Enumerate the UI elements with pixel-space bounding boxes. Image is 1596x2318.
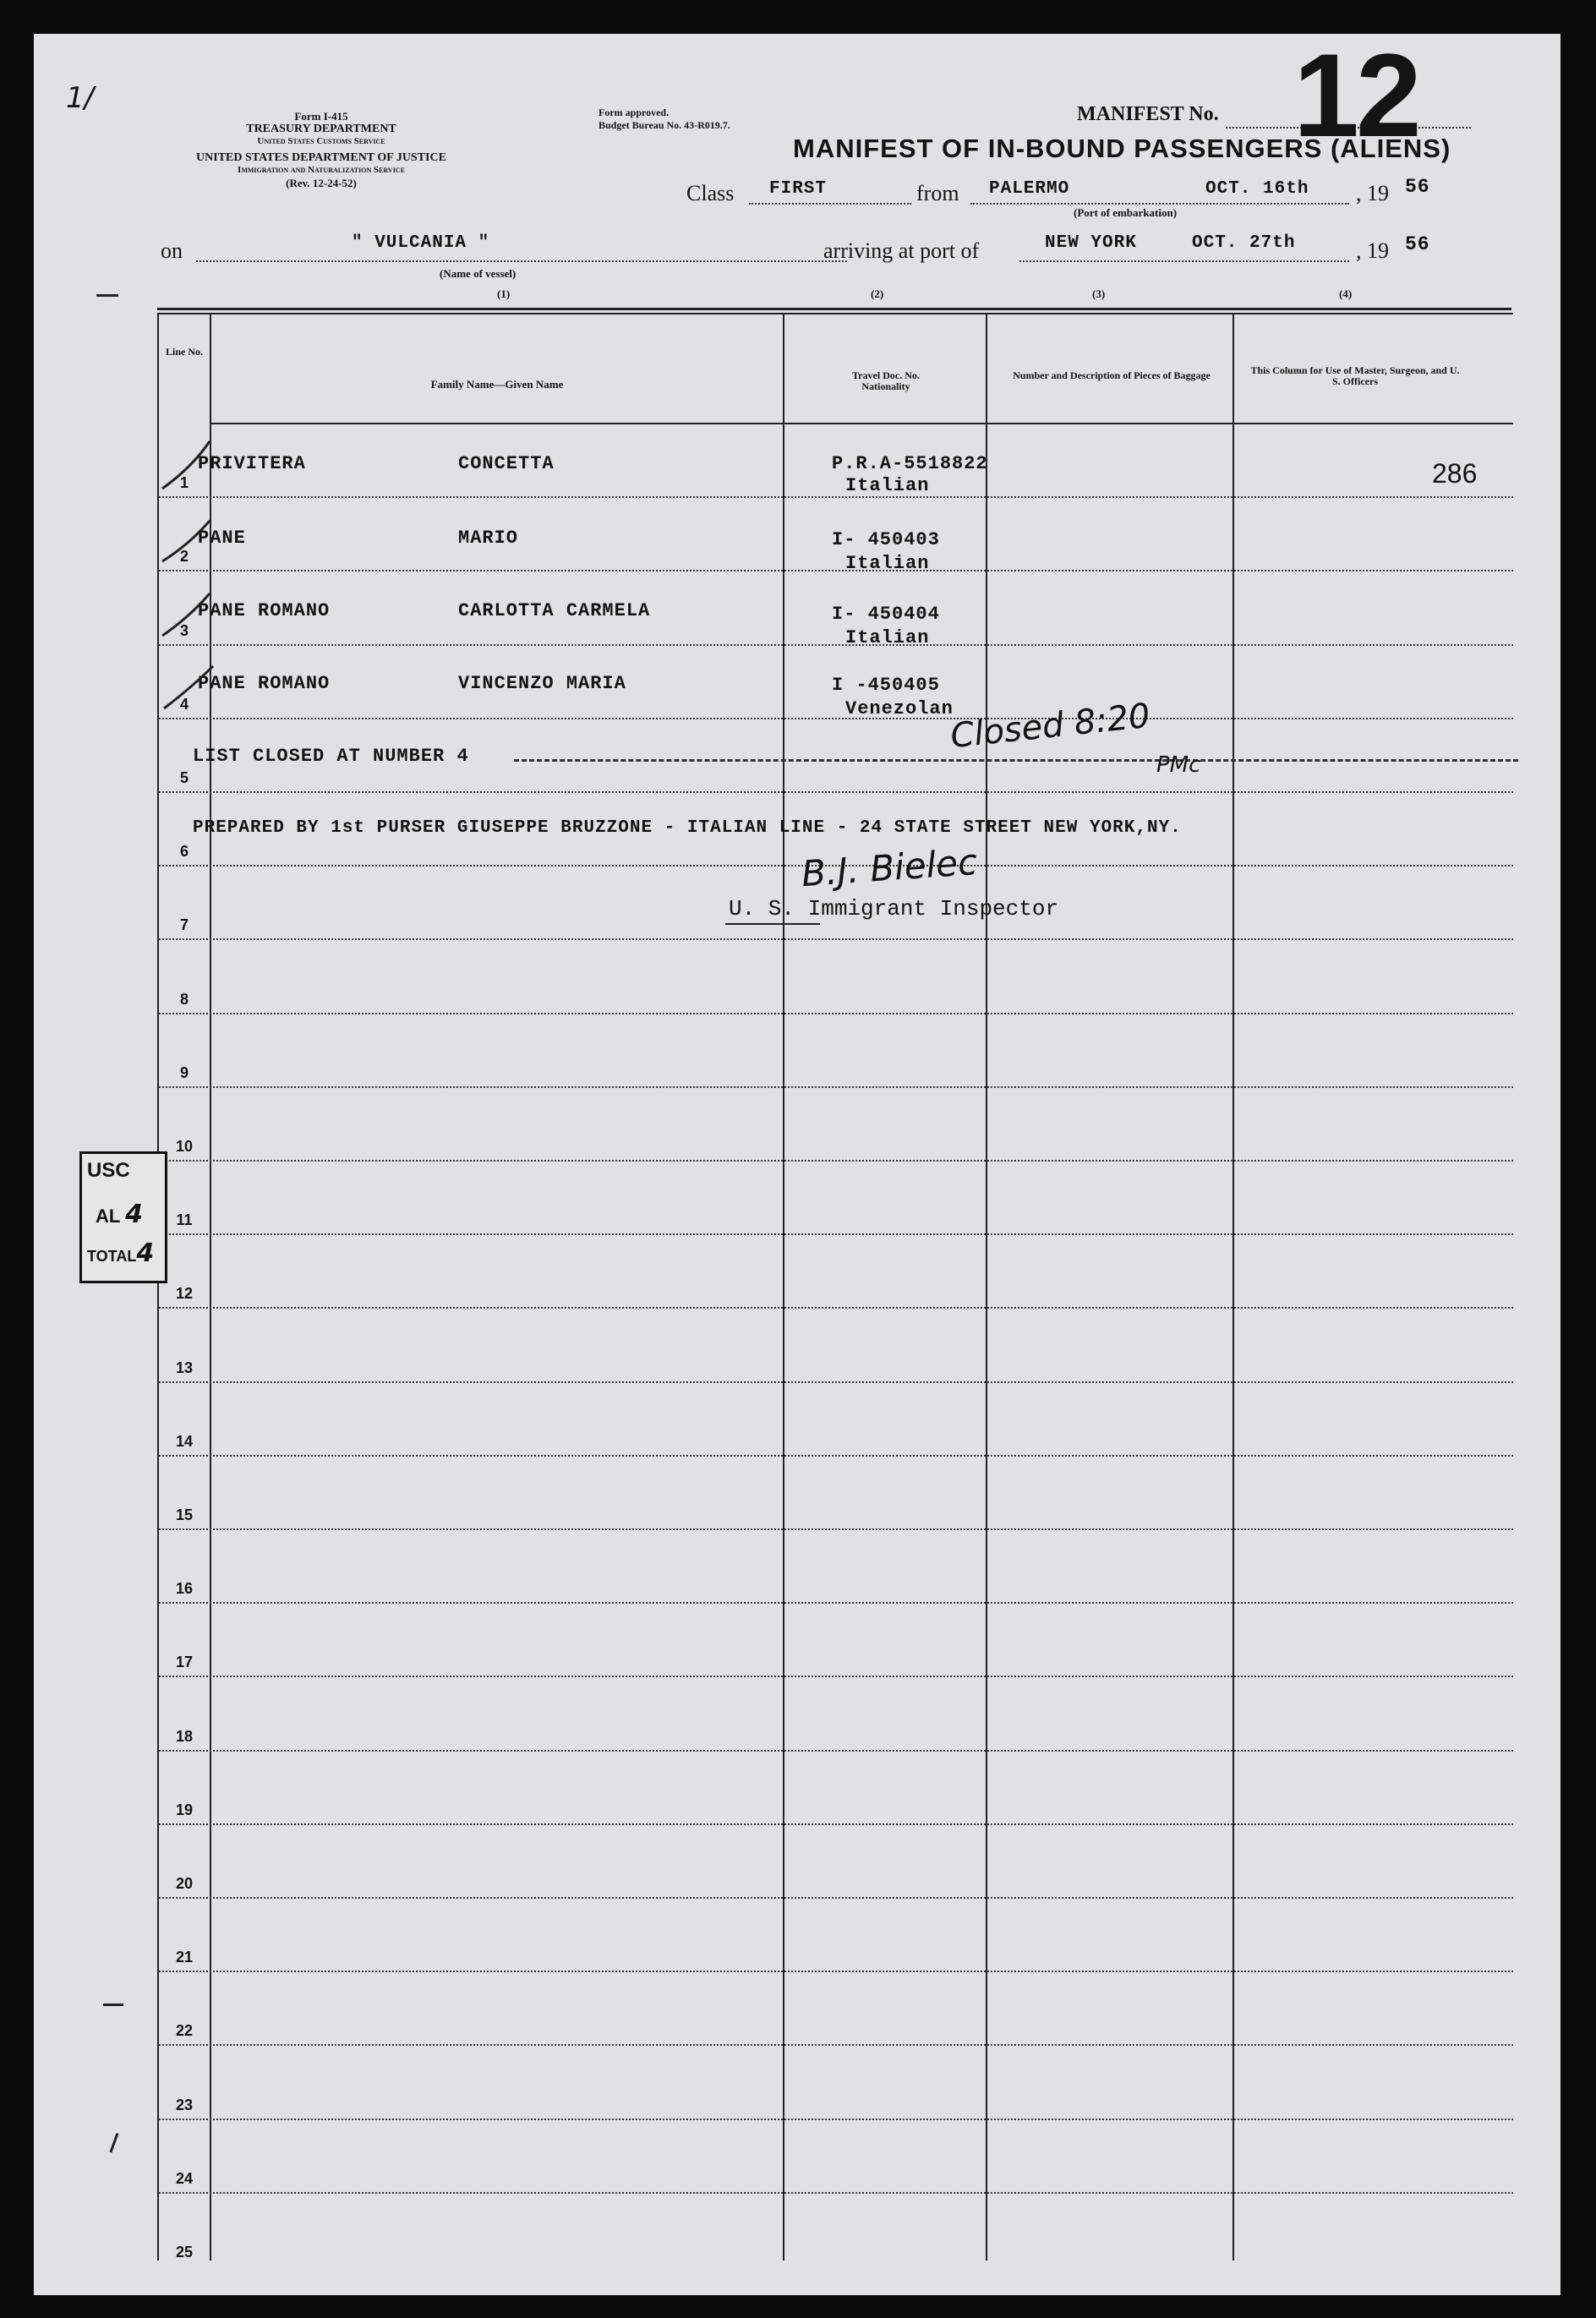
treasury-dept: TREASURY DEPARTMENT (246, 123, 396, 135)
line-number: 6 (179, 843, 189, 861)
row-line (159, 496, 1513, 498)
inspector-signature: B.J. Bielec (800, 840, 979, 895)
passenger-4-doc: I -450405 (832, 675, 940, 696)
passenger-3-given: CARLOTTA CARMELA (458, 600, 651, 621)
vessel-label: (Name of vessel) (440, 267, 517, 280)
line-number: 8 (179, 990, 189, 1008)
form-approved: Form approved. (598, 107, 670, 118)
row-line (159, 1307, 1513, 1309)
line-number: 9 (179, 1063, 189, 1081)
passenger-2-nationality: Italian (845, 553, 930, 574)
passenger-3-nationality: Italian (845, 627, 930, 648)
class-label: Class (686, 181, 735, 205)
col-travel-doc: Travel Doc. No. Nationality (852, 369, 920, 392)
col-num-4: (4) (1339, 287, 1353, 300)
header-rule (157, 308, 1511, 310)
passenger-4-family: PANE ROMANO (198, 673, 331, 694)
passenger-4-given: VINCENZO MARIA (458, 673, 626, 694)
class-value: FIRST (769, 179, 828, 199)
initials-handwritten: PMc (1156, 752, 1201, 778)
departure-year: 56 (1405, 176, 1430, 198)
line-number: 15 (175, 1506, 194, 1523)
line-number: 14 (175, 1432, 194, 1450)
stamp-al-value: 4 (125, 1200, 143, 1229)
line-number: 23 (175, 2096, 194, 2113)
col-line-no: Line No. (165, 346, 203, 358)
line-number: 5 (179, 769, 189, 786)
line-number: 20 (175, 1875, 194, 1892)
passenger-2-given: MARIO (458, 528, 519, 549)
col-divider (783, 314, 784, 2261)
form-approval (598, 107, 730, 132)
line-number: 24 (175, 2169, 194, 2187)
departure-year-prefix: , 19 (1356, 181, 1389, 205)
arrival-year-prefix: , 19 (1356, 238, 1389, 263)
passenger-2-doc: I- 450403 (832, 529, 940, 550)
col-divider (1233, 314, 1234, 2261)
prepared-by-note: PREPARED BY 1st PURSER GIUSEPPE BRUZZONE - ITALIAN LINE - 24 STATE STREET NEW YORK,NY. (193, 818, 1182, 838)
line-number: 22 (175, 2022, 194, 2040)
line-number: 12 (175, 1285, 194, 1303)
port-label: (Port of embarkation) (1074, 206, 1178, 219)
col-family-name: Family Name—Given Name (430, 378, 564, 391)
form-number: Form I-415 (294, 110, 348, 123)
col-num-2: (2) (871, 287, 884, 300)
row-line (159, 1086, 1513, 1088)
customs-service: United States Customs Service (257, 136, 385, 146)
stamp-al-label: AL (96, 1205, 120, 1227)
margin-dash (108, 2132, 119, 2152)
arriving-label: arriving at port of (823, 238, 980, 263)
header-divider (210, 423, 1513, 424)
row-line (159, 2044, 1513, 2046)
stamp-total-label: TOTAL (87, 1248, 137, 1265)
line-tick-marks (159, 433, 260, 720)
row-line (159, 1013, 1513, 1014)
budget-bureau: Budget Bureau No. 43-R019.7. (598, 119, 730, 131)
row-line (159, 2192, 1513, 2194)
on-label: on (161, 238, 183, 263)
stamp-total-value: 4 (136, 1238, 155, 1268)
col-num-3: (3) (1092, 287, 1106, 300)
passenger-1-doc: P.R.A-5518822 (832, 453, 988, 474)
line-number: 3 (179, 621, 189, 639)
passenger-3-family: PANE ROMANO (198, 600, 331, 621)
col-divider (986, 314, 987, 2261)
margin-dash (96, 294, 118, 297)
line-number: 25 (175, 2244, 194, 2261)
passenger-2-family: PANE (198, 528, 246, 549)
row-line (159, 570, 1513, 571)
usc-stamp (79, 1151, 167, 1283)
justice-dept: UNITED STATES DEPARTMENT OF JUSTICE (196, 151, 446, 164)
arrival-port: NEW YORK (1045, 233, 1137, 253)
passenger-4-nationality: Venezolan (845, 698, 954, 719)
passenger-3-doc: I- 450404 (832, 604, 940, 625)
line-number: 19 (175, 1801, 194, 1818)
from-label: from (916, 181, 959, 205)
line-number: 13 (175, 1359, 194, 1376)
row-line (159, 1823, 1513, 1825)
row-line (159, 938, 1513, 940)
line-number: 21 (175, 1949, 194, 1966)
line-number: 7 (179, 916, 189, 934)
row-line (159, 1897, 1513, 1899)
inspector-underline (725, 923, 820, 925)
stamp-usc: USC (87, 1159, 130, 1182)
form-revision: (Rev. 12-24-52) (286, 177, 357, 189)
line-number: 10 (175, 1138, 194, 1155)
row-line (159, 1676, 1513, 1677)
passenger-1-officer-number: 286 (1432, 458, 1478, 489)
from-value: PALERMO (989, 179, 1070, 199)
line-number: 11 (176, 1211, 193, 1229)
closed-handwritten: Closed 8:20 (948, 696, 1152, 757)
row-line (159, 1233, 1513, 1235)
ins-service: Immigration and Naturalization Service (238, 165, 405, 175)
manifest-no-label: MANIFEST No. (1077, 103, 1219, 125)
row-line (159, 1381, 1513, 1383)
line-number: 2 (179, 548, 189, 566)
row-line (159, 1602, 1513, 1604)
margin-dash (103, 2004, 123, 2006)
row-line (159, 718, 1513, 719)
col-officers: This Column for Use of Master, Surgeon, and U. S. Officers (1250, 364, 1460, 387)
line-number: 16 (175, 1580, 194, 1598)
inspector-title: U. S. Immigrant Inspector (729, 896, 1059, 921)
arrival-date: OCT. 27th (1192, 233, 1296, 253)
row-line (159, 1528, 1513, 1530)
row-line (159, 1971, 1513, 1972)
line-number: 18 (175, 1727, 194, 1745)
list-closed-note: LIST CLOSED AT NUMBER 4 (193, 746, 469, 767)
line-number: 4 (179, 695, 189, 713)
line-number: 1 (179, 474, 189, 492)
col-num-1: (1) (497, 287, 511, 300)
passenger-1-family: PRIVITERA (198, 453, 306, 474)
passenger-table (157, 313, 1513, 2261)
vessel-name: " VULCANIA " (352, 233, 490, 253)
row-line (159, 1750, 1513, 1752)
list-closed-dashes (514, 759, 1518, 762)
manifest-no-value: 12 (1293, 29, 1418, 161)
row-line (159, 2118, 1513, 2120)
departure-date: OCT. 16th (1205, 179, 1309, 199)
row-line (159, 1160, 1513, 1162)
row-line (159, 644, 1513, 646)
row-line (159, 791, 1513, 793)
col-baggage: Number and Description of Pieces of Baggage (1013, 369, 1211, 381)
header-agencies (178, 110, 465, 189)
page-title: MANIFEST OF IN-BOUND PASSENGERS (ALIENS) (793, 134, 1451, 163)
passenger-1-given: CONCETTA (458, 453, 555, 474)
line-number: 17 (175, 1654, 194, 1671)
passenger-1-nationality: Italian (845, 475, 930, 496)
row-line (159, 1455, 1513, 1457)
arrival-year: 56 (1405, 233, 1430, 255)
margin-mark: 1/ (66, 81, 95, 115)
manifest-page (34, 29, 1560, 2295)
